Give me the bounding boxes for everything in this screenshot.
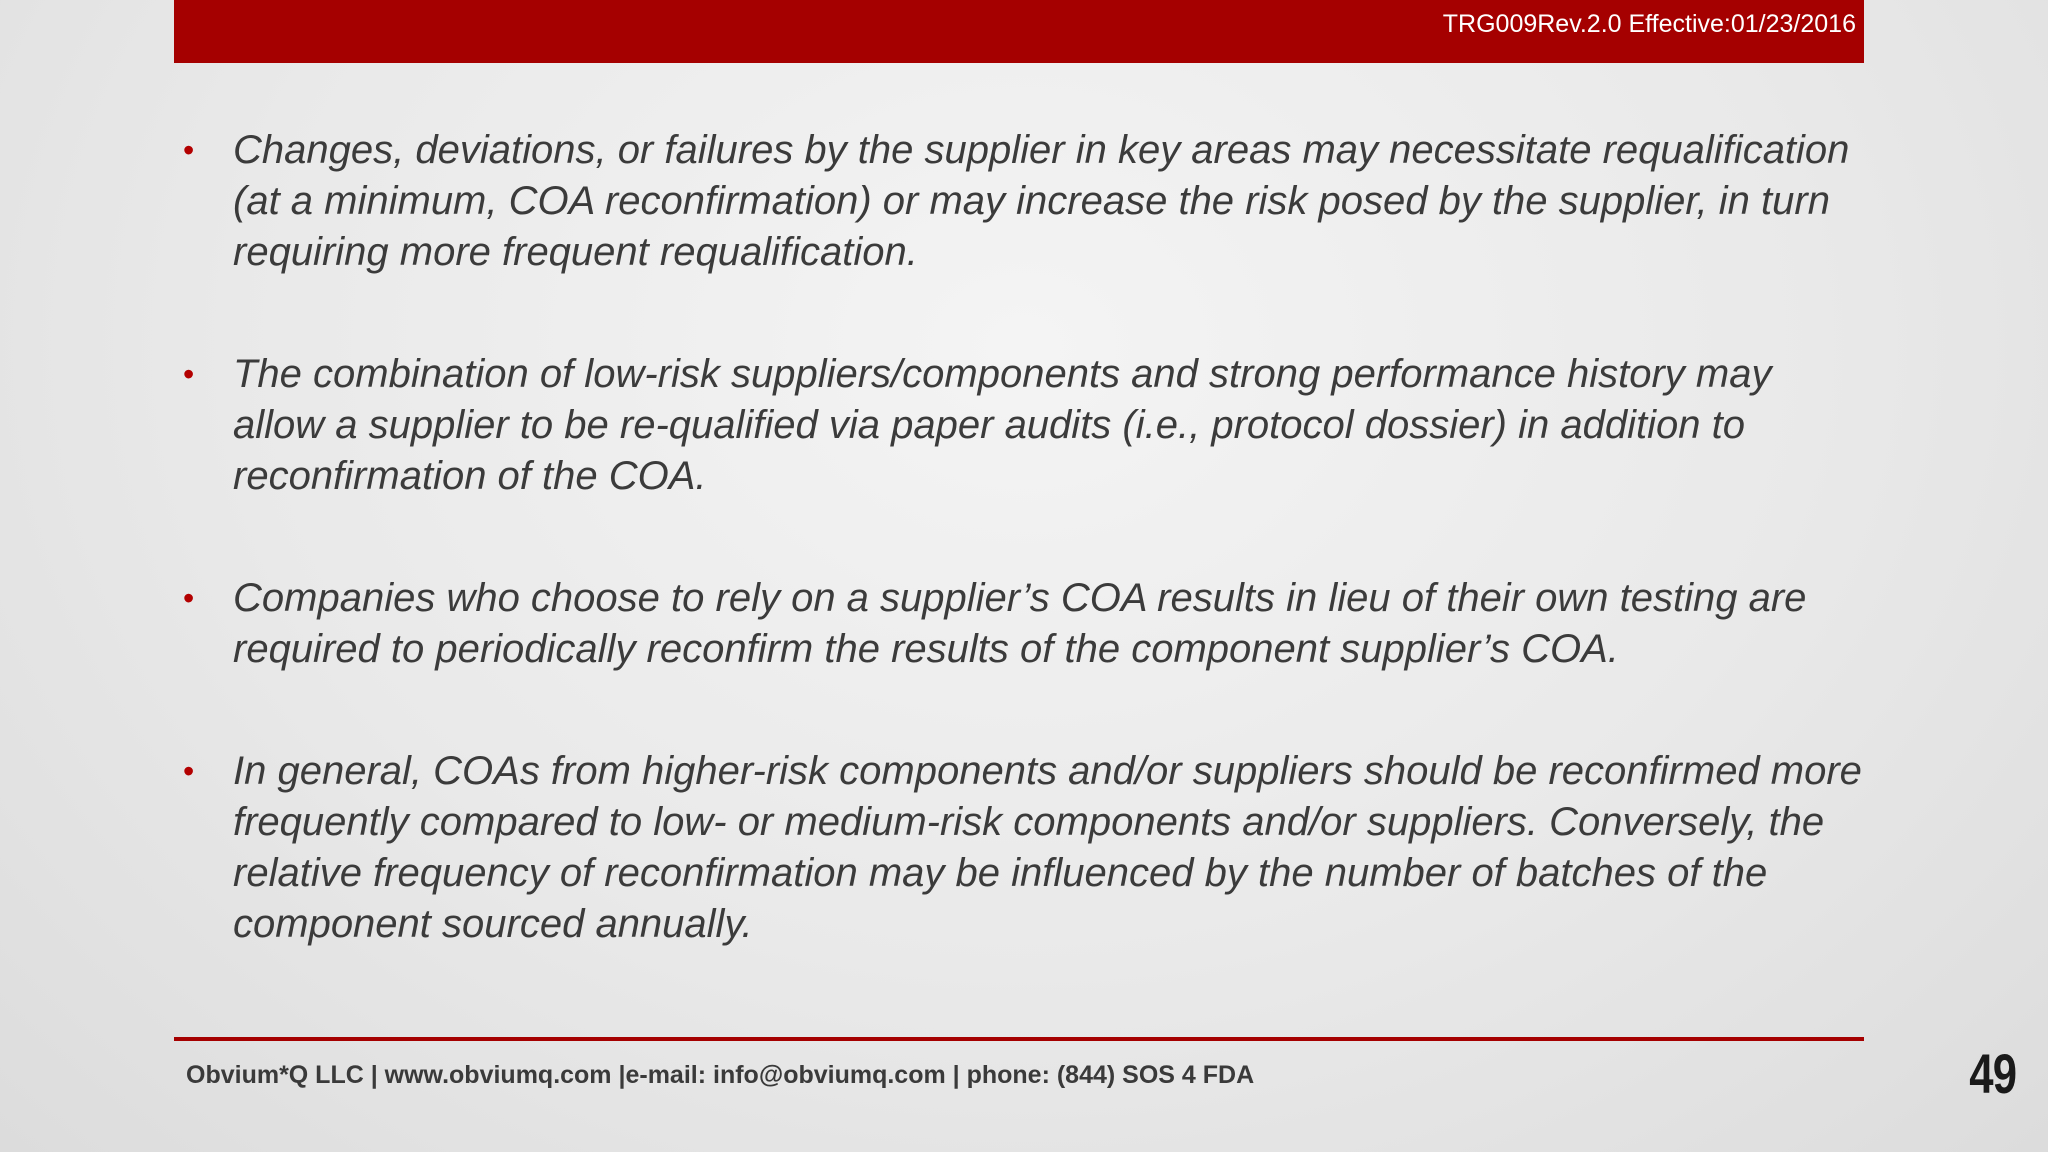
- bullet-item: [183, 573, 1863, 675]
- document-reference: TRG009Rev.2.0 Effective:01/23/2016: [1442, 10, 1856, 38]
- bullet-text: Changes, deviations, or failures by the supplier in key areas may necessitate requalification (at a minimum, COA reconfirmation) or may increase the risk posed by the supplier, in turn requiring more frequent requalification.: [233, 128, 1850, 274]
- header-bar: [174, 0, 1864, 63]
- bullet-text: The combination of low-risk suppliers/components and strong performance history may allow a supplier to be re-qualified via paper audits (i.e., protocol dossier) in addition to reconfirmation of the COA.: [233, 352, 1772, 498]
- bullet-item: [183, 746, 1863, 950]
- bullet-list: [183, 125, 1863, 950]
- footer-contact: Obvium*Q LLC | www.obviumq.com |e-mail: info@obviumq.com | phone: (844) SOS 4 FDA: [186, 1061, 1255, 1089]
- bullet-marker: •: [183, 753, 195, 789]
- bullet-marker: •: [183, 132, 195, 168]
- bullet-text: Companies who choose to rely on a supplier’s COA results in lieu of their own testing are required to periodically reconfirm the results of the component supplier’s COA.: [233, 576, 1807, 671]
- page-number: 49: [1968, 1042, 2016, 1105]
- bullet-text: In general, COAs from higher-risk components and/or suppliers should be reconfirmed more frequently compared to low- or medium-risk components and/or suppliers. Conversely, the relative frequency of reconfirmation may be influenced by the number of batches of the component sourced annually.: [233, 749, 1862, 946]
- footer-divider: [174, 1037, 1864, 1041]
- bullet-item: [183, 349, 1863, 502]
- bullet-marker: •: [183, 356, 195, 392]
- bullet-marker: •: [183, 580, 195, 616]
- bullet-item: [183, 125, 1863, 278]
